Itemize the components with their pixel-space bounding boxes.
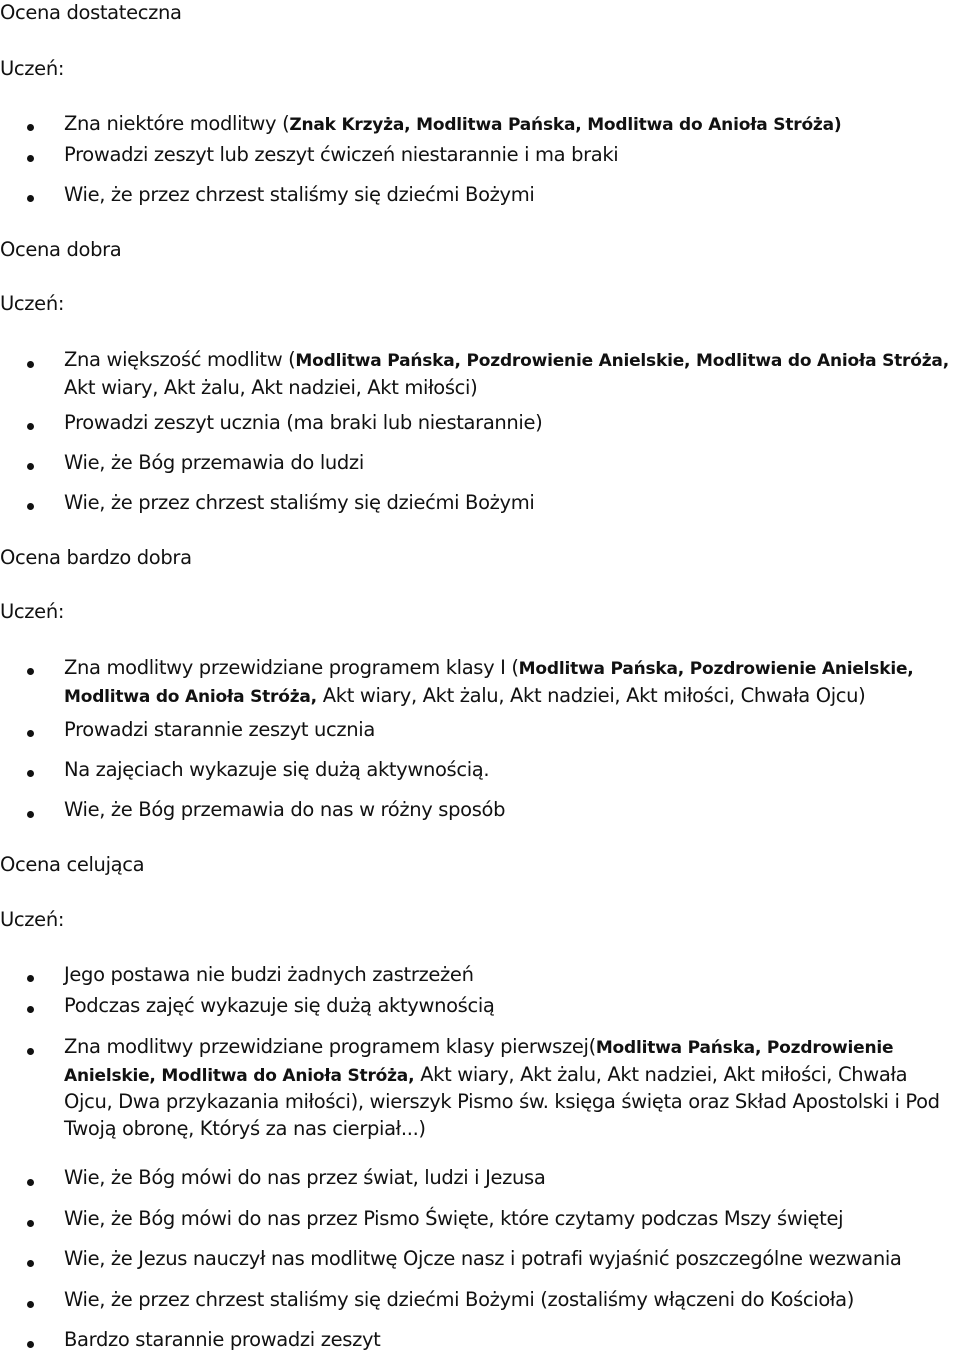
list-item: Prowadzi zeszyt ucznia (ma braki lub niestarannie) bbox=[64, 411, 543, 434]
list-item: Zna modlitwy przewidziane programem klasy pierwszej(Modlitwa Pańska, Pozdrowienie Anielskie, Modlitwa do Anioła Stróża, Akt wiary, Akt żalu, Akt nadziei, Akt miłości, Chwała Ojcu, Dwa przykazania miłości), wierszyk Pismo św. księga święta oraz Skład Apostolski i Pod Twoją obronę, Któryś za nas cierpiał...) bbox=[64, 1035, 940, 1140]
bullet-icon bbox=[27, 770, 34, 777]
bullet-icon bbox=[27, 1006, 34, 1013]
section-title: Ocena bardzo dobra bbox=[0, 546, 192, 569]
bullet-icon bbox=[27, 1260, 34, 1267]
list-item: Zna większość modlitw (Modlitwa Pańska, Pozdrowienie Anielskie, Modlitwa do Anioła Stróża, Akt wiary, Akt żalu, Akt nadziei, Akt miłości) bbox=[64, 348, 949, 399]
list-item: Wie, że przez chrzest staliśmy się dziećmi Bożymi (zostaliśmy włączeni do Kościoła) bbox=[64, 1288, 854, 1311]
section-title: Ocena dobra bbox=[0, 238, 122, 261]
list-item: Wie, że przez chrzest staliśmy się dziećmi Bożymi bbox=[64, 183, 535, 206]
bullet-icon bbox=[27, 361, 34, 368]
bullet-icon bbox=[27, 975, 34, 982]
section-subtitle: Uczeń: bbox=[0, 908, 65, 931]
list-item: Podczas zajęć wykazuje się dużą aktywnością bbox=[64, 994, 495, 1017]
list-item: Jego postawa nie budzi żadnych zastrzeżeń bbox=[64, 963, 474, 986]
list-item: Na zajęciach wykazuje się dużą aktywnością. bbox=[64, 758, 490, 781]
bullet-icon bbox=[27, 463, 34, 470]
list-item: Bardzo starannie prowadzi zeszyt bbox=[64, 1328, 381, 1351]
list-item: Prowadzi starannie zeszyt ucznia bbox=[64, 718, 375, 741]
bullet-icon bbox=[27, 811, 34, 818]
bullet-icon bbox=[27, 155, 34, 162]
bullet-icon bbox=[27, 195, 34, 202]
list-item: Wie, że Bóg mówi do nas przez Pismo Święte, które czytamy podczas Mszy świętej bbox=[64, 1207, 844, 1230]
list-item: Wie, że Jezus nauczył nas modlitwę Ojcze nasz i potrafi wyjaśnić poszczególne wezwania bbox=[64, 1247, 902, 1270]
list-item: Prowadzi zeszyt lub zeszyt ćwiczeń niestarannie i ma braki bbox=[64, 143, 619, 166]
bullet-icon bbox=[27, 1048, 34, 1055]
section-title: Ocena celująca bbox=[0, 853, 145, 876]
section-subtitle: Uczeń: bbox=[0, 600, 65, 623]
list-item: Wie, że Bóg przemawia do ludzi bbox=[64, 451, 364, 474]
list-item: Wie, że Bóg przemawia do nas w różny sposób bbox=[64, 798, 506, 821]
bullet-icon bbox=[27, 1301, 34, 1308]
section-subtitle: Uczeń: bbox=[0, 292, 65, 315]
bullet-icon bbox=[27, 124, 34, 131]
bullet-icon bbox=[27, 1341, 34, 1348]
bullet-icon bbox=[27, 1220, 34, 1227]
bullet-icon bbox=[27, 503, 34, 510]
section-subtitle: Uczeń: bbox=[0, 57, 65, 80]
list-item: Zna modlitwy przewidziane programem klasy I (Modlitwa Pańska, Pozdrowienie Anielskie, Modlitwa do Anioła Stróża, Akt wiary, Akt żalu, Akt nadziei, Akt miłości, Chwała Ojcu) bbox=[64, 656, 914, 707]
bullet-icon bbox=[27, 730, 34, 737]
list-item: Wie, że Bóg mówi do nas przez świat, ludzi i Jezusa bbox=[64, 1166, 546, 1189]
bullet-icon bbox=[27, 668, 34, 675]
bullet-icon bbox=[27, 1179, 34, 1186]
list-item: Zna niektóre modlitwy (Znak Krzyża, Modlitwa Pańska, Modlitwa do Anioła Stróża) bbox=[64, 112, 842, 135]
section-title: Ocena dostateczna bbox=[0, 1, 182, 24]
bullet-icon bbox=[27, 423, 34, 430]
list-item: Wie, że przez chrzest staliśmy się dziećmi Bożymi bbox=[64, 491, 535, 514]
